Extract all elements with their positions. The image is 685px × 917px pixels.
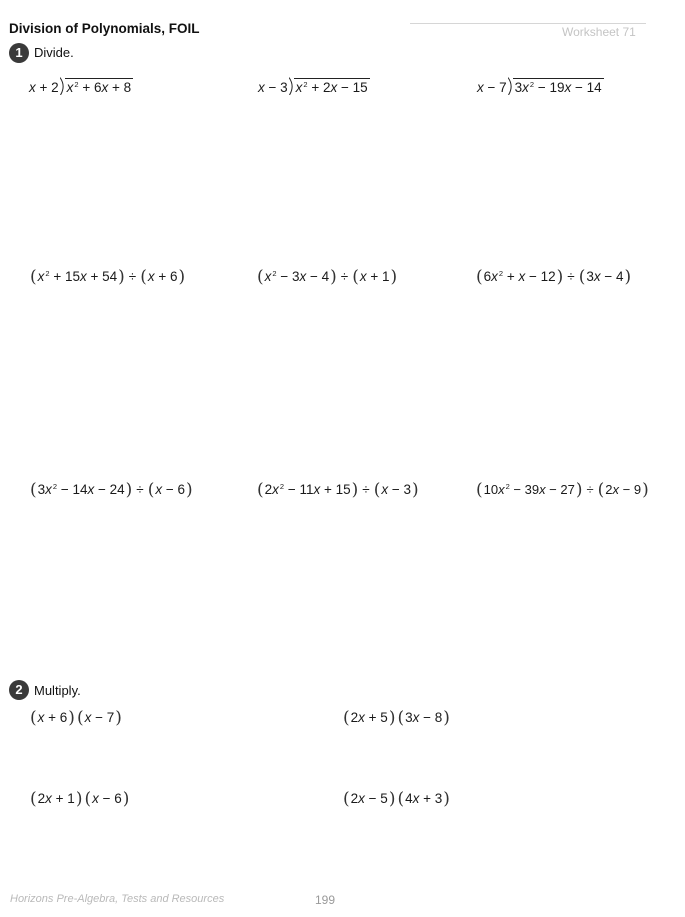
page-title: Division of Polynomials, FOIL <box>9 21 200 36</box>
worksheet-label: Worksheet 71 <box>562 25 636 39</box>
problem-2a: (x + 6) (x − 7) <box>30 708 122 728</box>
header-rule <box>410 23 646 24</box>
problem-1b: x − 3 $x^2 + 2x - 15$ <box>258 77 370 95</box>
problem-1g: $(3x^2 - 14x - 24) \div (x - 6)$ <box>30 480 193 500</box>
problem-1e: $(x^2 - 3x - 4) \div (x + 1)$ <box>257 267 398 287</box>
problem-1a: x + 2 $x^2 + 6x + 8$ <box>29 77 133 95</box>
problem-1f: $(6x^2 + x - 12) \div (3x - 4)$ <box>476 267 632 287</box>
footer-book-title: Horizons Pre-Algebra, Tests and Resources <box>10 893 225 905</box>
section-2-instruction: Multiply. <box>34 683 81 698</box>
problem-1c: x − 7 $3x^2 - 19x - 14$ <box>477 77 604 95</box>
section-2-badge: 2 <box>9 680 29 700</box>
problem-2c: (2x + 1) (x − 6) <box>30 789 130 809</box>
problem-1d: $(x^2 + 15x + 54) \div (x + 6)$ <box>30 267 186 287</box>
problem-1h: $(2x^2 - 11x + 15) \div (x - 3)$ <box>257 480 419 500</box>
section-1-instruction: Divide. <box>34 45 74 60</box>
problem-1i: $(10x^2 - 39x - 27) \div (2x - 9)$ <box>476 480 649 500</box>
problem-2d: (2x − 5) (4x + 3) <box>343 789 450 809</box>
section-1-badge: 1 <box>9 43 29 63</box>
problem-2b: (2x + 5) (3x − 8) <box>343 708 450 728</box>
page-number: 199 <box>315 893 336 907</box>
